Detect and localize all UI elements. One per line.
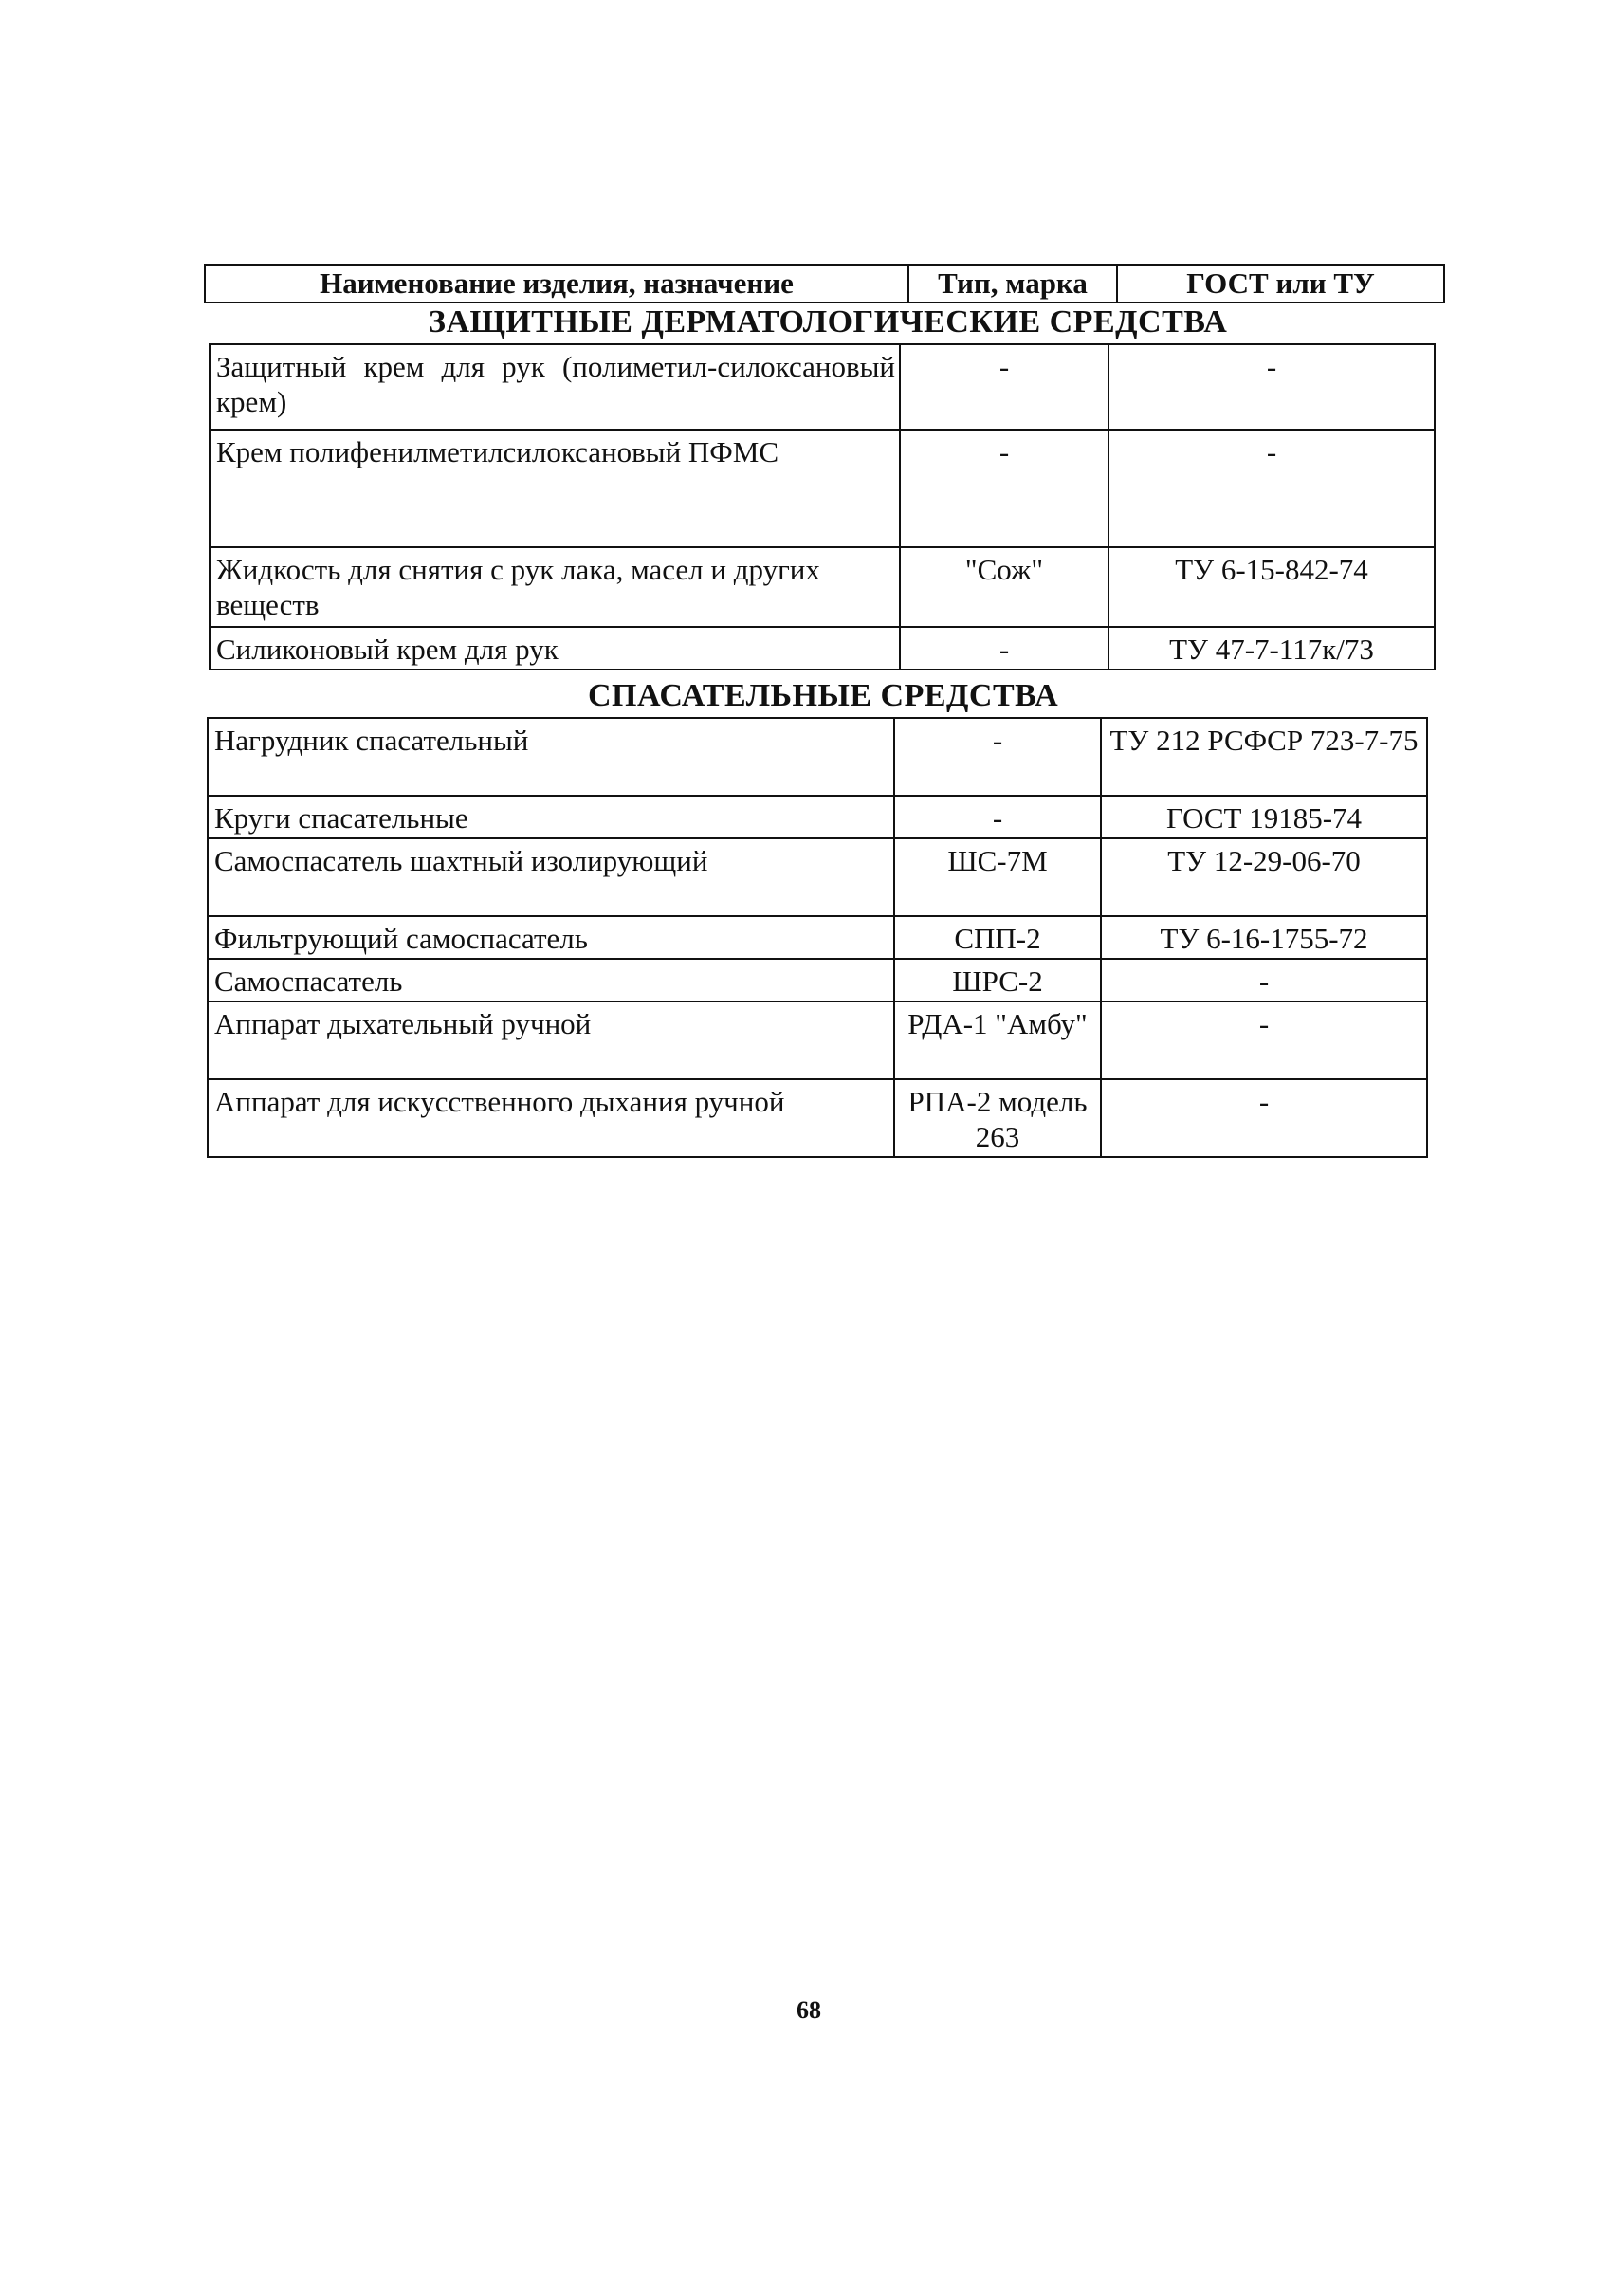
item-type-cell: - [894,796,1101,838]
item-name-cell: Силиконовый крем для рук [210,627,900,670]
item-type-cell: РДА-1 "Амбу" [894,1001,1101,1079]
item-gost-cell: - [1108,344,1435,430]
header-type-cell: Тип, марка [908,265,1117,303]
table-row [210,547,1435,627]
item-type-cell: ШРС-2 [894,959,1101,1001]
item-name-cell: Аппарат дыхательный ручной [208,1001,894,1079]
table-row [208,959,1427,1001]
table-row [208,916,1427,959]
table-row [210,627,1435,670]
column-header-table [204,264,1445,303]
column-header-row [205,265,1444,303]
item-type-cell: РПА-2 модель 263 [894,1079,1101,1157]
item-type-cell: СПП-2 [894,916,1101,959]
item-gost-cell: ТУ 6-16-1755-72 [1101,916,1427,959]
item-name-cell [210,344,900,430]
item-gost-cell: - [1108,430,1435,547]
page-number: 68 [797,1996,821,2024]
dermatological-table [209,343,1436,670]
table-row [210,344,1435,430]
item-type-cell: - [900,344,1108,430]
item-name-text: Защитный крем для рук (полиметил-силоксановый крем) [216,350,895,418]
table-row [210,430,1435,547]
section-heading-dermatological: ЗАЩИТНЫЕ ДЕРМАТОЛОГИЧЕСКИЕ СРЕДСТВА [429,304,1228,340]
item-type-cell: - [900,627,1108,670]
table-row [208,838,1427,916]
header-name-cell: Наименование изделия, назначение [205,265,908,303]
item-name-cell: Самоспасатель [208,959,894,1001]
item-type-cell: - [894,718,1101,796]
item-name-cell: Самоспасатель шахтный изолирующий [208,838,894,916]
item-name-cell: Жидкость для снятия с рук лака, масел и других веществ [210,547,900,627]
item-gost-cell: ТУ 6-15-842-74 [1108,547,1435,627]
header-gost-cell: ГОСТ или ТУ [1117,265,1444,303]
item-name-cell: Аппарат для искусственного дыхания ручной [208,1079,894,1157]
item-type-cell: ШС-7М [894,838,1101,916]
item-type-cell: - [900,430,1108,547]
item-name-cell: Крем полифенилметилсилоксановый ПФМС [210,430,900,547]
item-gost-cell: ТУ 47-7-117к/73 [1108,627,1435,670]
section-heading-rescue: СПАСАТЕЛЬНЫЕ СРЕДСТВА [588,678,1059,713]
rescue-table [207,717,1428,1158]
table-row [208,796,1427,838]
item-name-cell: Нагрудник спасательный [208,718,894,796]
item-gost-cell: ТУ 212 РСФСР 723-7-75 [1101,718,1427,796]
table-row [208,718,1427,796]
item-gost-cell: - [1101,959,1427,1001]
item-gost-cell: - [1101,1001,1427,1079]
item-gost-cell: ТУ 12-29-06-70 [1101,838,1427,916]
table-row [208,1079,1427,1157]
item-type-cell: "Сож" [900,547,1108,627]
item-gost-cell: - [1101,1079,1427,1157]
item-name-cell: Фильтрующий самоспасатель [208,916,894,959]
item-gost-cell: ГОСТ 19185-74 [1101,796,1427,838]
table-row [208,1001,1427,1079]
item-name-cell: Круги спасательные [208,796,894,838]
